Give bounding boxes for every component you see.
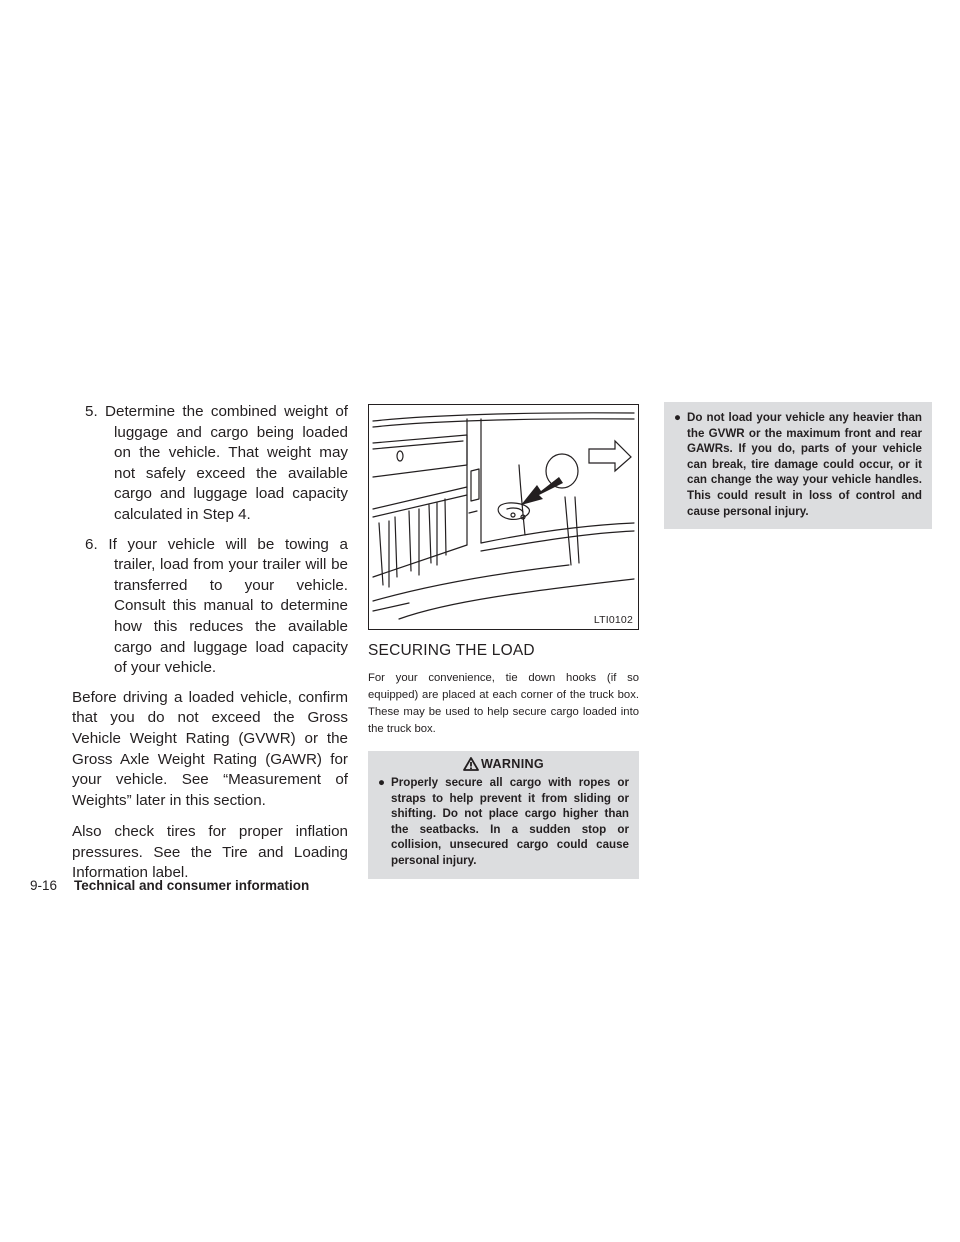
- bullet-icon: ●: [674, 411, 682, 424]
- page-footer: [30, 878, 309, 893]
- step-text: If your vehicle will be towing a trailer, load from your trailer will be transferred to your vehicle. Consult this manual to determine how this reduces the available cargo and luggage load capacity of your vehicle.: [108, 535, 348, 677]
- side-ribs: [373, 487, 467, 517]
- middle-column: [368, 402, 639, 879]
- section-title: Technical and consumer information: [74, 878, 310, 893]
- warning-label: WARNING: [481, 757, 544, 771]
- paragraph-tire-check: Also check tires for proper inflation pressures. See the Tire and Loading Information label.: [72, 823, 348, 882]
- left-column: [72, 402, 348, 895]
- step-number: 6.: [85, 535, 98, 553]
- step-5: [72, 402, 348, 526]
- warning-box-continued: [664, 402, 932, 529]
- section-heading: SECURING THE LOAD: [368, 642, 535, 659]
- pointer-arrow: [521, 477, 563, 505]
- paragraph-load-rating: Before driving a loaded vehicle, confirm that you do not exceed the Gross Vehicle Weight Rating (GVWR) or the Gross Axle Weight Rating (GAWR) for your vehicle. See “Measurement of Weights” later in this section.: [72, 688, 348, 809]
- section-body: For your convenience, tie down hooks (if so equipped) are placed at each corner of the truck box. These may be used to help secure cargo loaded into the truck box.: [368, 672, 639, 735]
- front-direction-arrow: [589, 441, 631, 471]
- bullet-icon: ●: [378, 776, 386, 789]
- warning-item: [674, 410, 922, 519]
- warning-box: [368, 751, 639, 879]
- wall-top-edge-inner: [373, 419, 634, 427]
- warning-text: Do not load your vehicle any heavier than the GVWR or the maximum front and rear GAWRs. If you do, parts of your vehicle can break, tire damage could occur, or it can change the way your vehicle handles. This could result in loss of control and cause personal injury.: [687, 411, 922, 518]
- truck-bed-drawing: [369, 405, 638, 629]
- tie-down-hook-drawing: [498, 503, 529, 519]
- wall-hole: [397, 451, 403, 461]
- step-text: Determine the combined weight of luggage and cargo being loaded on the vehicle. That weight may not safely exceed the available cargo and luggage load capacity calculated in Step 4.: [105, 403, 348, 523]
- truck-bed-illustration: [368, 404, 639, 630]
- warning-item: [378, 775, 629, 869]
- figure-code: LTI0102: [593, 614, 633, 626]
- bed-floor: [373, 545, 467, 577]
- step-6: [72, 535, 348, 679]
- warning-header: [378, 755, 629, 775]
- right-column: [664, 402, 932, 529]
- warning-text: Properly secure all cargo with ropes or straps to help prevent it from sliding or shifting. Do not place cargo higher than the seatbacks. In a sudden stop or collision, unsecured cargo could cause personal injury.: [391, 776, 629, 867]
- warning-triangle-icon: [463, 757, 479, 771]
- page-number: 9-16: [30, 878, 58, 893]
- step-number: 5.: [85, 403, 98, 420]
